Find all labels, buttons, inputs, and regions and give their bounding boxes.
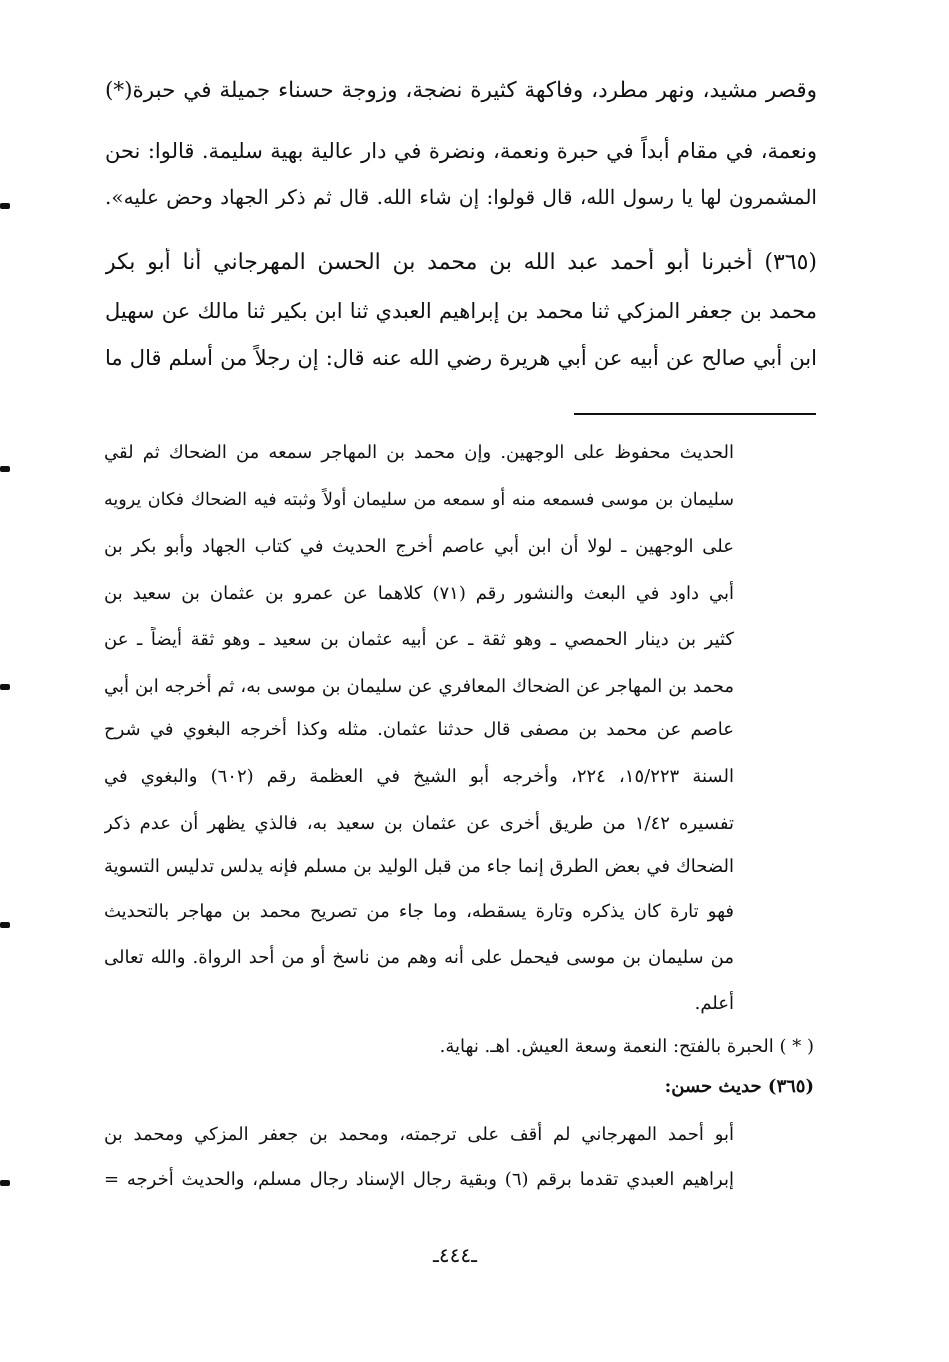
footnote-line-6: محمد بن المهاجر عن الضحاك المعافري عن سليمان بن موسى به، ثم أخرجه ابن أبي	[104, 676, 734, 697]
page-number: ـ٤٤٤ـ	[433, 1243, 477, 1267]
footnote-divider	[574, 413, 816, 415]
scan-edge-mark	[0, 922, 10, 928]
footnote-line-10: الضحاك في بعض الطرق إنما جاء من قبل الوليد بن مسلم فإنه يدلس تدليس التسوية	[104, 856, 734, 877]
footnote-line-3: على الوجهين ـ لولا أن ابن أبي عاصم أخرج الحديث في كتاب الجهاد وأبو بكر بن	[104, 536, 734, 557]
footnote-line-7: عاصم عن محمد بن مصفى قال حدثنا عثمان. مثله وكذا أخرجه البغوي في شرح	[104, 719, 734, 740]
main-text-line-3: المشمرون لها يا رسول الله، قال قولوا: إن شاء الله. قال ثم ذكر الجهاد وحض عليه».	[105, 185, 817, 209]
footnote-line-4: أبي داود في البعث والنشور رقم (٧١) كلاهما عن عمرو بن عثمان بن سعيد بن	[104, 583, 734, 604]
hadith-grade-heading: (٣٦٥) حديث حسن:	[664, 1076, 814, 1097]
scan-edge-mark	[0, 203, 10, 209]
footnote-line-13: أعلم.	[694, 993, 734, 1014]
main-text-line-1: وقصر مشيد، ونهر مطرد، وفاكهة كثيرة نضجة، وزوجة حسناء جميلة في حبرة(*)	[105, 78, 817, 103]
footnote-line-2: سليمان بن موسى فسمعه منه أو سمعه من سليمان أولاً وثبته فيه الضحاك فكان يرويه	[104, 490, 734, 510]
note-body-line-1: أبو أحمد المهرجاني لم أقف على ترجمته، ومحمد بن جعفر المزكي ومحمد بن	[104, 1124, 734, 1145]
footnote-line-1: الحديث محفوظ على الوجهين. وإن محمد بن المهاجر سمعه من الضحاك ثم لقي	[104, 442, 734, 463]
footnote-line-9: تفسيره ١/٤٢ من طريق أخرى عن عثمان بن سعيد به، فالذي يظهر أن عدم ذكر	[104, 813, 734, 834]
star-note: ( * ) الحبرة بالفتح: النعمة وسعة العيش. اهـ. نهاية.	[439, 1036, 814, 1057]
footnote-line-5: كثير بن دينار الحمصي ـ وهو ثقة ـ عن أبيه عثمان بن سعيد ـ وهو ثقة أيضاً ـ عن	[104, 629, 734, 650]
main-text-line-5: محمد بن جعفر المزكي ثنا محمد بن إبراهيم العبدي ثنا ابن بكير ثنا مالك عن سهيل	[105, 299, 817, 323]
main-text-line-6: ابن أبي صالح عن أبيه عن أبي هريرة رضي الله عنه قال: إن رجلاً من أسلم قال ما	[105, 346, 817, 370]
main-text-line-4: (٣٦٥) أخبرنا أبو أحمد عبد الله بن محمد بن الحسن المهرجاني أنا أبو بكر	[105, 250, 817, 275]
main-text-line-2: ونعمة، في مقام أبداً في حبرة ونعمة، ونضرة في دار عالية بهية سليمة. قالوا: نحن	[105, 139, 817, 163]
footnote-line-11: فهو تارة كان يذكره وتارة يسقطه، وما جاء من تصريح محمد بن مهاجر بالتحديث	[104, 901, 734, 922]
note-body-line-2: إبراهيم العبدي تقدما برقم (٦) وبقية رجال الإسناد رجال مسلم، والحديث أخرجه =	[104, 1169, 734, 1190]
scan-edge-mark	[0, 684, 10, 690]
footnote-line-12: من سليمان بن موسى فيحمل على أنه وهم من ناسخ أو من أحد الرواة. والله تعالى	[104, 947, 734, 968]
scan-edge-mark	[0, 1180, 10, 1186]
scan-edge-mark	[0, 466, 10, 472]
footnote-line-8: السنة ١٥/٢٢٣، ٢٢٤، وأخرجه أبو الشيخ في العظمة رقم (٦٠٢) والبغوي في	[104, 766, 734, 787]
